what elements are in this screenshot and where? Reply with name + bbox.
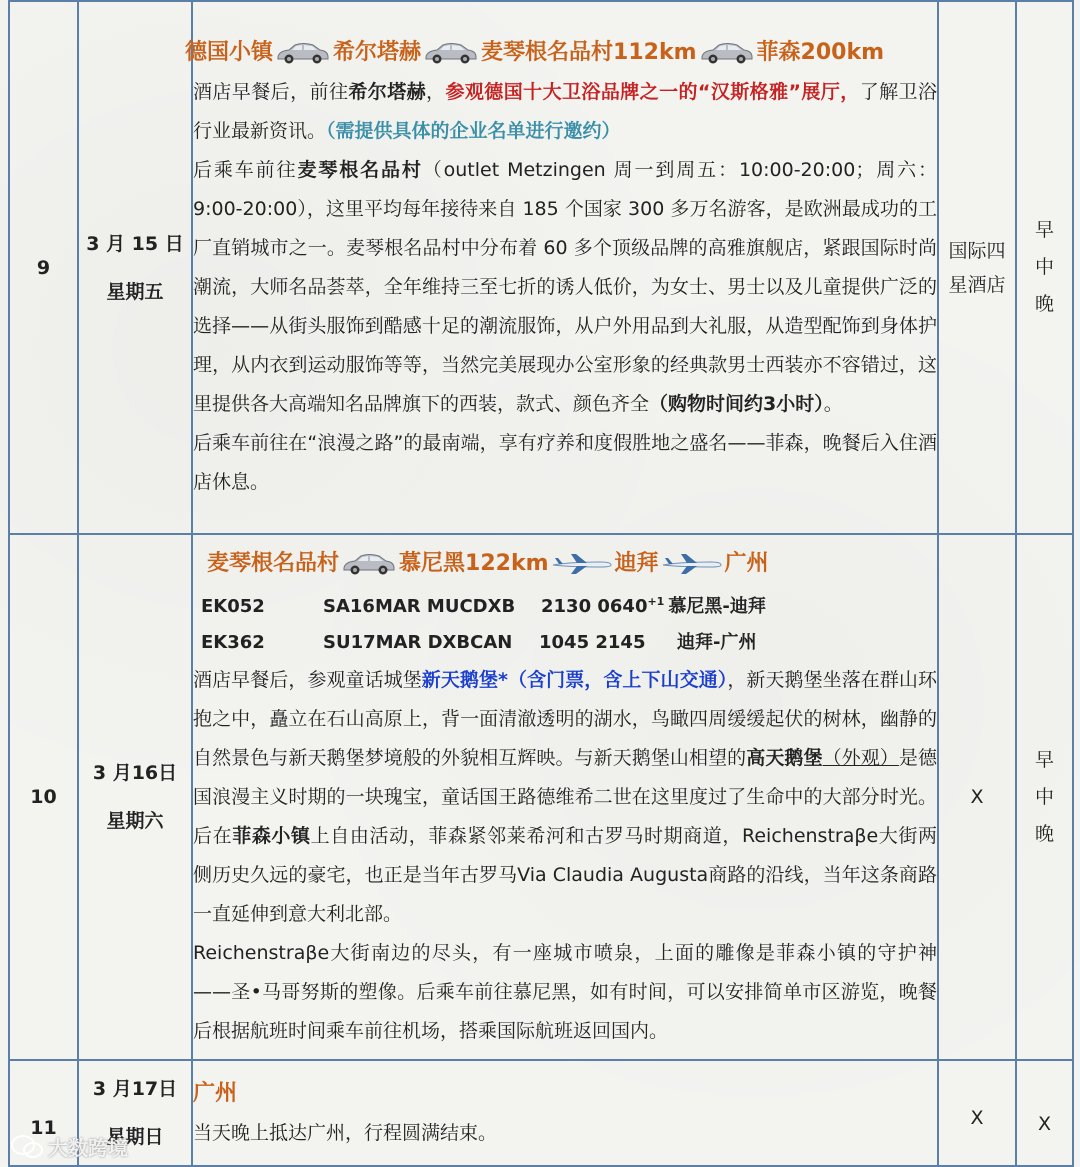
car-icon [341, 551, 397, 577]
meal-lunch: 中 [1034, 785, 1054, 808]
text: 酒店早餐后，参观童话城堡 [193, 668, 422, 691]
itinerary-row-day11 [9, 1060, 1073, 1166]
highlight-text: 参观德国十大卫浴品牌之一的“汉斯格雅”展厅， [445, 81, 860, 103]
meal-breakfast: 早 [1034, 748, 1054, 771]
hotel-cell: X [938, 534, 1016, 1060]
text: （outlet Metzingen 周一到周五：10:00-20:00；周六：9:00-20:00），这里平均每年接待来自 185 个国家 300 多万名游客，是欧洲最成功的工厂直销城市之一。麦琴根名品村中分布着 60 多个顶级品牌的高雅旗舰店，紧跟国际时尚潮流，大师名品荟萃，全年维持三至七折的诱人低价，为女士、男士以及儿童提供广泛的选择——从街头服饰到酷感十足的潮流服饰，从户外用品到大礼服，从造型配饰到身体护理，从内衣到运动服饰等等，当然完美展现办公室形象的经典款男士西装亦不容错过，这里提供各大高端知名品牌旗下的西装，款式、颜色齐全 [193, 159, 937, 415]
route-stop: 菲森200km [756, 40, 884, 65]
route-stop: 希尔塔赫 [333, 40, 422, 65]
route-line [185, 33, 937, 73]
meal-lunch: 中 [1034, 256, 1054, 278]
flight-row [193, 584, 937, 625]
route-stop: 麦琴根名品村112km [481, 40, 697, 65]
paragraph [193, 73, 937, 151]
highlight-text: 新天鹅堡*（含门票，含上下山交通） [421, 668, 728, 691]
flight-row [193, 625, 937, 661]
meal-cell [1016, 1060, 1073, 1166]
route-line [193, 1074, 937, 1114]
hotel-cell: 国际四星酒店 [938, 1, 1016, 534]
route-stop: 麦琴根名品村 [207, 550, 340, 576]
car-icon [699, 40, 755, 66]
flight-code: EK052 [201, 595, 265, 617]
day-number: 9 [9, 1, 78, 534]
place-name: 高天鹅堡 [746, 746, 823, 769]
day-number: 11 [9, 1060, 78, 1166]
meal-dinner: 晚 [1034, 822, 1054, 845]
route-stop: 广州 [193, 1080, 238, 1106]
text: 。 [823, 393, 843, 415]
text: 了解卫浴行业最新资讯。 [193, 81, 937, 142]
route-stop: 迪拜 [614, 550, 659, 576]
flight-code: EK362 [201, 631, 265, 653]
meal-cell [1016, 1, 1073, 534]
place-name: 菲森小镇 [232, 824, 311, 847]
airplane-icon [661, 552, 723, 576]
paragraph: Reichenstraβe大街南边的尽头，有一座城市喷泉，上面的雕像是菲森小镇的守护神——圣•马哥努斯的塑像。后乘车前往慕尼黑，如有时间，可以安排简单市区游览，晚餐后根据航班时间乘车前往机场，搭乘国际航班返回国内。 [193, 941, 937, 1042]
meal-value: X [1037, 1113, 1052, 1135]
flight-info: SU17MAR DXBCAN [323, 631, 513, 653]
text: ， [426, 81, 446, 103]
wechat-logo-icon [10, 1135, 44, 1159]
day-number: 10 [9, 534, 78, 1060]
note-text: （需提供具体的企业名单进行邀约） [326, 120, 621, 142]
place-name: 希尔塔赫 [348, 81, 427, 103]
hotel-cell: X [938, 1060, 1016, 1166]
date-text: 3 月 15 日 [86, 232, 184, 255]
text: 后乘车前往 [193, 159, 298, 181]
meal-breakfast: 早 [1034, 219, 1054, 241]
watermark-text: 大数跨境 [48, 1136, 128, 1160]
date-cell [78, 534, 192, 1060]
car-icon [275, 40, 331, 66]
airplane-icon [551, 552, 613, 576]
flight-leg: 迪拜-广州 [677, 631, 757, 653]
itinerary-row-day10 [9, 534, 1073, 1060]
flight-day-offset: +1 [647, 594, 665, 608]
paragraph: 当天晚上抵达广州，行程圆满结束。 [193, 1121, 498, 1144]
route-stop: 德国小镇 [185, 40, 274, 65]
text: ，新天鹅堡坐落在群山环抱之中，矗立在石山高原上，背一面清澈透明的湖水，鸟瞰四周缓缓起伏的树林，幽静的自然景色与新天鹅堡梦境般的外貌相互辉映。与新天鹅堡山相望的 [193, 668, 937, 769]
route-stop: 慕尼黑122km [399, 550, 549, 576]
date-text: 3 月17日 [92, 1078, 178, 1100]
paragraph [193, 661, 937, 934]
route-stop: 广州 [724, 550, 769, 576]
text: 是德国浪漫主义时期的一块瑰宝，童话国王路德维希二世在这里度过了生命中的大部分时光。后在 [193, 746, 937, 847]
flight-leg: 慕尼黑-迪拜 [668, 595, 766, 617]
day-content [185, 1, 938, 534]
paragraph [193, 151, 937, 424]
meal-cell [1016, 534, 1073, 1060]
itinerary-table [8, 0, 1074, 1167]
flight-time: 1045 2145 [539, 631, 646, 653]
paragraph: 后乘车前往在“浪漫之路”的最南端，享有疗养和度假胜地之盛名——菲森，晚餐后入住酒店休息。 [193, 432, 937, 493]
route-line [193, 544, 937, 584]
weekday-text: 星期五 [106, 280, 164, 303]
watermark [10, 1132, 128, 1161]
weekday-text: 星期六 [106, 810, 164, 832]
date-cell [78, 1, 192, 534]
place-name: 麦琴根名品村 [297, 159, 423, 181]
flight-info: SA16MAR MUCDXB [323, 595, 516, 617]
text: 上自由活动，菲森紧邻莱希河和古罗马时期商道，Reichenstraβe大街两侧历史久远的豪宅，也正是当年古罗马Via Claudia Augusta商路的沿线，当年这条商路一直延伸到意大利北部。 [193, 824, 937, 925]
text: 酒店早餐后，前往 [193, 81, 349, 103]
flight-time: 2130 0640 [541, 595, 648, 617]
day-content [192, 1060, 938, 1166]
weekday-text: 星期日 [106, 1126, 164, 1148]
date-text: 3 月16日 [92, 762, 178, 784]
itinerary-row-day9 [9, 1, 1073, 534]
text: （外观） [822, 746, 899, 769]
meal-dinner: 晚 [1034, 293, 1054, 315]
shopping-time-text: （购物时间约3小时） [649, 393, 824, 415]
day-content [192, 534, 938, 1060]
car-icon [423, 40, 479, 66]
